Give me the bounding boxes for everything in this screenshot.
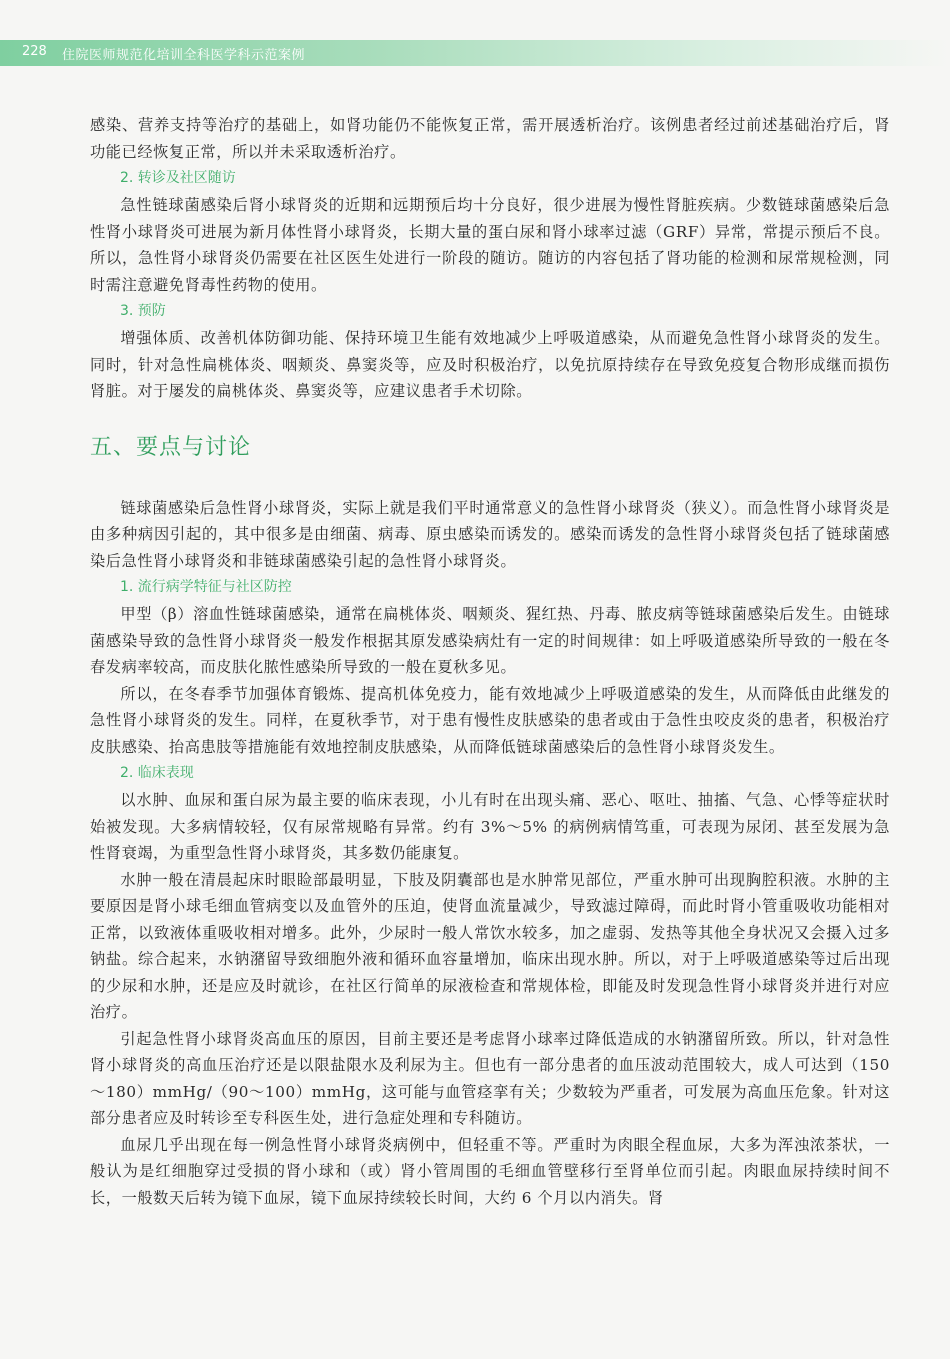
- subheading-prevention: 3. 预防: [120, 303, 166, 319]
- paragraph: 增强体质、改善机体防御功能、保持环境卫生能有效地减少上呼吸道感染，从而避免急性肾小球肾炎的发生。同时，针对急性扁桃体炎、咽颊炎、鼻窦炎等，应及时积极治疗，以免抗原持续存在导致免疫复合物形成继而损伤肾脏。对于屡发的扁桃体炎、鼻窦炎等，应建议患者手术切除。: [90, 329, 890, 400]
- paragraph: 感染、营养支持等治疗的基础上，如肾功能仍不能恢复正常，需开展透析治疗。该例患者经过前述基础治疗后，肾功能已经恢复正常，所以并未采取透析治疗。: [90, 116, 890, 161]
- paragraph: 链球菌感染后急性肾小球肾炎，实际上就是我们平时通常意义的急性肾小球肾炎（狭义）。而急性肾小球肾炎是由多种病因引起的，其中很多是由细菌、病毒、原虫感染而诱发的。感染而诱发的急性肾小球肾炎包括了链球菌感染后急性肾小球肾炎和非链球菌感染引起的急性肾小球肾炎。: [90, 498, 890, 570]
- running-header: [0, 40, 950, 66]
- subheading-referral: 2. 转诊及社区随访: [120, 170, 236, 186]
- section-title: 五、要点与讨论: [90, 434, 252, 460]
- paragraph: 血尿几乎出现在每一例急性肾小球肾炎病例中，但轻重不等。严重时为肉眼全程血尿，大多为浑浊浓茶状，一般认为是红细胞穿过受损的肾小球和（或）肾小管周围的毛细血管壁移行至肾单位而引起。肉眼血尿持续时间不长，一般数天后转为镜下血尿，镜下血尿持续较长时间，大约 6 个月以内消失。肾: [90, 1135, 890, 1207]
- paragraph: 甲型（β）溶血性链球菌感染，通常在扁桃体炎、咽颊炎、猩红热、丹毒、脓皮病等链球菌感染后发生。由链球菌感染导致的急性肾小球肾炎一般发作根据其原发感染病灶有一定的时间规律：如上呼吸道感染所导致的一般在冬春发病率较高，而皮肤化脓性感染所导致的一般在夏秋多见。: [90, 605, 890, 676]
- subheading-clinical: 2. 临床表现: [120, 765, 194, 781]
- subheading-epidemiology: 1. 流行病学特征与社区防控: [120, 579, 292, 595]
- paragraph: 水肿一般在清晨起床时眼睑部最明显，下肢及阴囊部也是水肿常见部位，严重水肿可出现胸腔积液。水肿的主要原因是肾小球毛细血管病变以及血管外的压迫，使肾血流量减少，导致滤过障碍，而此时肾小管重吸收功能相对正常，以致液体重吸收相对增多。此外，少尿时一般人常饮水较多，加之虚弱、发热等其他全身状况又会摄入过多钠盐。综合起来，水钠潴留导致细胞外液和循环血容量增加，临床出现水肿。所以，对于上呼吸道感染等过后出现的少尿和水肿，还是应及时就诊，在社区行简单的尿液检查和常规体检，即能及时发现急性肾小球肾炎并进行对应治疗。: [90, 870, 890, 1021]
- paragraph: 以水肿、血尿和蛋白尿为最主要的临床表现，小儿有时在出现头痛、恶心、呕吐、抽搐、气急、心悸等症状时始被发现。大多病情较轻，仅有尿常规略有异常。约有 3%～5% 的病例病情笃重，可表现为尿闭、甚至发展为急性肾衰竭，为重型急性肾小球肾炎，其多数仍能康复。: [90, 791, 890, 862]
- paragraph: 引起急性肾小球肾炎高血压的原因，目前主要还是考虑肾小球率过降低造成的水钠潴留所致。所以，针对急性肾小球肾炎的高血压治疗还是以限盐限水及利尿为主。但也有一部分患者的血压波动范围较大，成人可达到（150～180）mmHg/（90～100）mmHg，这可能与血管痉挛有关；少数较为严重者，可发展为高血压危象。针对这部分患者应及时转诊至专科医生处，进行急症处理和专科随访。: [90, 1029, 890, 1127]
- page-body: [90, 112, 890, 1211]
- paragraph: 所以，在冬春季节加强体育锻炼、提高机体免疫力，能有效地减少上呼吸道感染的发生，从而降低由此继发的急性肾小球肾炎的发生。同样，在夏秋季节，对于患有慢性皮肤感染的患者或由于急性虫咬皮炎的患者，积极治疗皮肤感染、抬高患肢等措施能有效地控制皮肤感染，从而降低链球菌感染后的急性肾小球肾炎发生。: [90, 684, 890, 756]
- book-title: 住院医师规范化培训全科医学科示范案例: [62, 48, 306, 63]
- paragraph: 急性链球菌感染后肾小球肾炎的近期和远期预后均十分良好，很少进展为慢性肾脏疾病。少数链球菌感染后急性肾小球肾炎可进展为新月体性肾小球肾炎，长期大量的蛋白尿和肾小球率过滤（GRF）异常，常提示预后不良。所以，急性肾小球肾炎仍需要在社区医生处进行一阶段的随访。随访的内容包括了肾功能的检测和尿常规检测，同时需注意避免肾毒性药物的使用。: [90, 196, 890, 294]
- page-number: 228: [22, 44, 47, 59]
